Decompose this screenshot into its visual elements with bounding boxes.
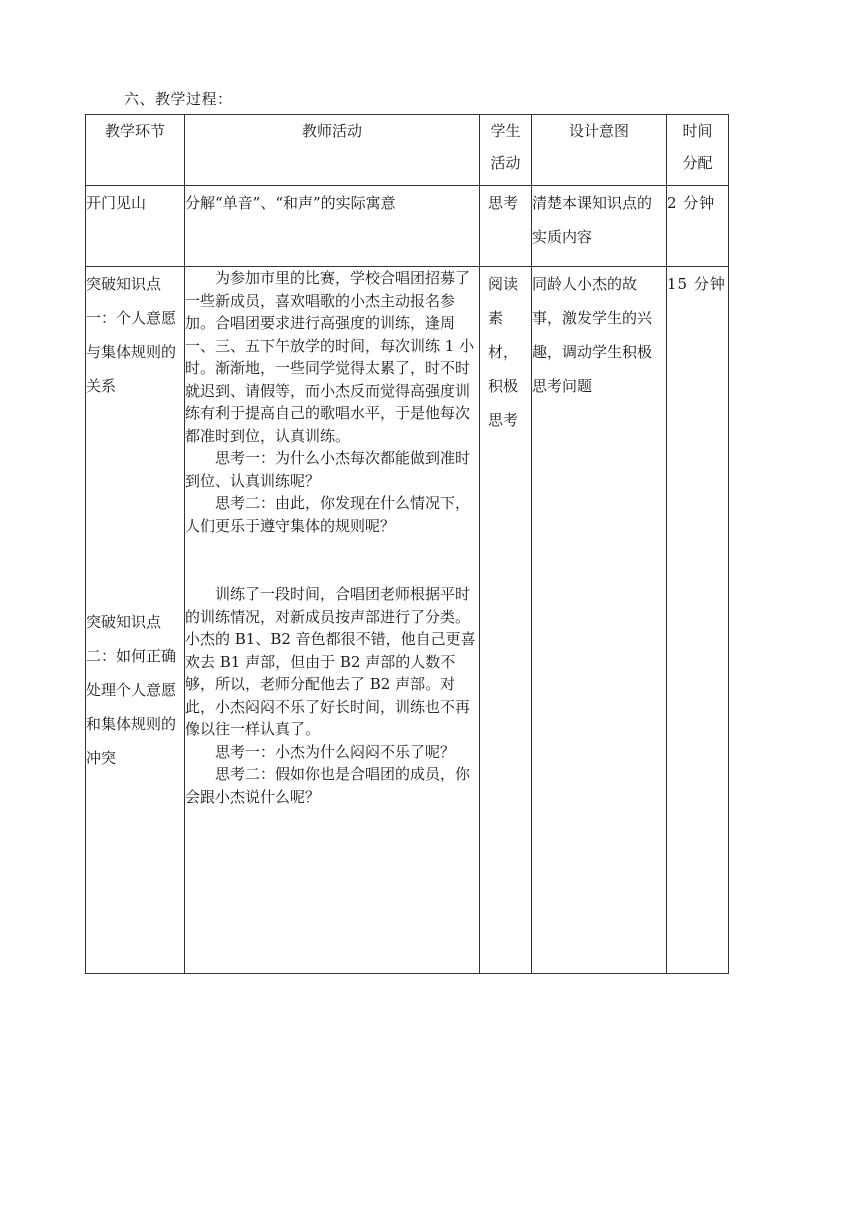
- design-intent-cell: 清楚本课知识点的实质内容: [532, 186, 667, 267]
- table-row: [86, 267, 729, 974]
- question-1b: 思考二：由此，你发现在什么情况下，人们更乐于遵守集体的规则呢？: [185, 494, 471, 535]
- student-activity-cell: 阅读素材，积极思考: [480, 267, 532, 974]
- header-stage: 教学环节: [86, 115, 185, 186]
- story-paragraph-2: 训练了一段时间，合唱团老师根据平时的训练情况，对新成员按声部进行了分类。小杰的 B1、B2 音色都很不错，他自己更喜欢去 B1 声部，但由于 B2 声部的人数不够，所以，老师分配他去了 B2 声部。对此，小杰闷闷不乐了好长时间，训练也不再像以往一样认真了。: [185, 585, 476, 738]
- student-activity-cell: 思考: [480, 186, 532, 267]
- time-cell: 15 分钟: [667, 267, 729, 974]
- design-intent-cell: 同龄人小杰的故事，激发学生的兴趣，调动学生积极思考问题: [532, 267, 667, 974]
- teacher-activity-cell: 分解“单音”、“和声”的实际寓意: [185, 186, 480, 267]
- stage-cell: [86, 267, 185, 974]
- knowledge-point-1: 突破知识点一：个人意愿与集体规则的关系: [86, 275, 177, 395]
- header-time: 时间 分配: [667, 115, 729, 186]
- stage-cell: 开门见山: [86, 186, 185, 267]
- section-title: 六、教学过程：: [124, 90, 233, 108]
- question-2b: 思考二：假如你也是合唱团的成员，你会跟小杰说什么呢？: [185, 765, 471, 806]
- header-student-activity: 学生 活动: [480, 115, 532, 186]
- story-paragraph-1: 为参加市里的比赛，学校合唱团招募了一些新成员，喜欢唱歌的小杰主动报名参加。合唱团要求进行高强度的训练，逢周一、三、五下午放学的时间，每次训练 1 小时。渐渐地，一些同学觉得太累了，时不时就迟到、请假等，而小杰反而觉得高强度训练有利于提高自己的歌唱水平，于是他每次都准时到位，认真训练。: [185, 269, 475, 445]
- time-cell: 2 分钟: [667, 186, 729, 267]
- question-2a: 思考一：小杰为什么闷闷不乐了呢？: [215, 742, 456, 761]
- table-row: [86, 186, 729, 267]
- teaching-process-table: [85, 114, 729, 974]
- header-design-intent: 设计意图: [532, 115, 667, 186]
- header-teacher-activity: 教师活动: [185, 115, 480, 186]
- table-header-row: [86, 115, 729, 186]
- knowledge-point-2: 突破知识点二：如何正确处理个人意愿和集体规则的冲突: [86, 613, 177, 767]
- question-1a: 思考一：为什么小杰每次都能做到准时到位、认真训练呢？: [185, 449, 471, 490]
- teacher-activity-cell: [185, 267, 480, 974]
